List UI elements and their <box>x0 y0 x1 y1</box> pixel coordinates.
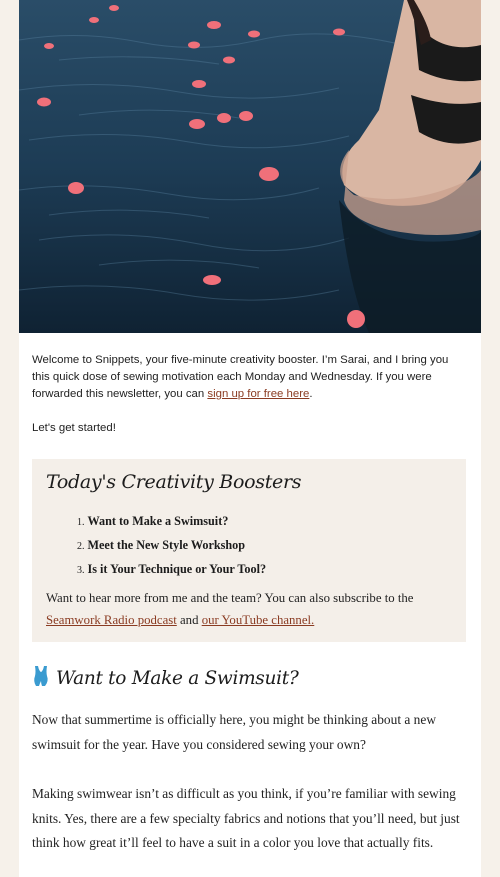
intro-text <box>32 352 468 437</box>
boosters-list <box>77 510 266 582</box>
boosters-title: Today's Creativity Boosters <box>46 471 302 493</box>
more-text: Want to hear more from me and the team? You can also subscribe to the <box>46 591 414 605</box>
welcome-period: . <box>309 388 313 400</box>
list-number: 2. <box>77 541 85 552</box>
podcast-link[interactable]: Seamwork Radio podcast <box>46 613 177 627</box>
newsletter-card <box>19 0 481 877</box>
list-item-label: Meet the New Style Workshop <box>87 538 246 552</box>
list-item-label: Is it Your Technique or Your Tool? <box>87 562 267 576</box>
hero-image <box>19 0 481 333</box>
swimsuit-icon <box>32 665 50 692</box>
section-heading <box>32 664 299 692</box>
list-item <box>77 558 266 582</box>
section-paragraph-2: Making swimwear isn’t as difficult as you think, if you’re familiar with sewing knits. Yes, there are a few specialty fabrics and notions that you’ll need, but just think how great it’ll feel to have a suit in a color you love that actually fits. <box>32 786 460 850</box>
section-paragraph-1: Now that summertime is officially here, you might be thinking about a new swimsuit for the year. Have you considered sewing your own? <box>32 712 436 752</box>
list-item <box>77 510 266 534</box>
list-number: 3. <box>77 565 85 576</box>
swimwear-photo <box>19 0 481 333</box>
welcome-text: Welcome to Snippets, your five-minute creativity booster. I’m Sarai, and I bring you this quick dose of sewing motivation each Monday and Wednesday. If you were forwarded this newsletter, you can <box>32 354 449 400</box>
lets-get-started: Let's get started! <box>32 422 116 434</box>
welcome-paragraph <box>32 352 468 403</box>
youtube-link[interactable]: our YouTube channel. <box>201 613 315 627</box>
creativity-boosters-panel <box>32 459 466 642</box>
list-item <box>77 534 266 558</box>
section-title: Want to Make a Swimsuit? <box>56 667 299 689</box>
signup-link[interactable]: sign up for free here <box>207 388 310 400</box>
list-item-label: Want to Make a Swimsuit? <box>87 514 229 528</box>
list-number: 1. <box>77 517 85 528</box>
and-text: and <box>176 613 202 627</box>
subscribe-text <box>46 587 456 631</box>
